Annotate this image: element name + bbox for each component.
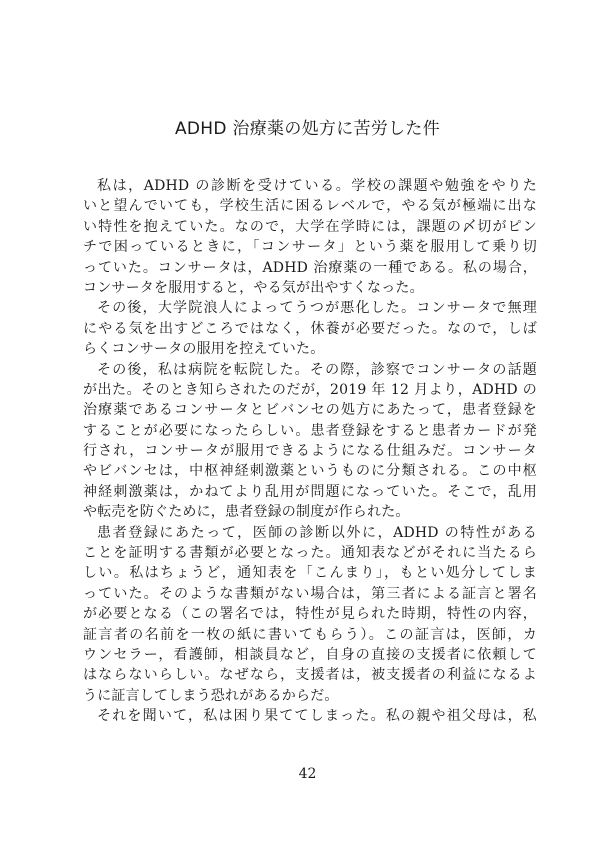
text-line: っていた。コンサータは，ADHD 治療薬の一種である。私の場合， (83, 259, 537, 276)
body-text (83, 176, 537, 727)
text-line: それを聞いて，私は困り果ててしまった。私の親や祖父母は，私 (97, 708, 537, 725)
text-line: が出た。そのとき知らされたのだが，2019 年 12 月より，ADHD の (83, 381, 537, 398)
text-line: その後，私は病院を転院した。その際，診察でコンサータの話題 (97, 361, 537, 378)
text-line: い特性を抱えていた。なので，大学在学時には，課題の〆切がピン (83, 218, 537, 235)
text-line: や転売を防ぐために，患者登録の制度が作られた。 (83, 504, 410, 521)
paragraph-1 (83, 176, 537, 298)
text-line: することが必要になったらしい。患者登録をすると患者カードが発 (83, 422, 537, 439)
text-line: 行され，コンサータが服用できるようになる仕組みだ。コンサータ (83, 443, 537, 460)
text-line: チで困っているときに，「コンサータ」という薬を服用して乗り切 (83, 239, 537, 256)
paragraph-5 (83, 706, 537, 726)
text-line: にやる気を出すどころではなく，休養が必要だった。なので，しば (83, 320, 537, 337)
text-line: はならないらしい。なぜなら，支援者は，被支援者の利益になるよ (83, 667, 537, 684)
text-line: やビバンセは，中枢神経刺激薬というものに分類される。この中枢 (83, 463, 537, 480)
text-line: うに証言してしまう恐れがあるからだ。 (83, 687, 339, 704)
text-line: その後，大学院浪人によってうつが悪化した。コンサータで無理 (97, 300, 537, 317)
text-line: いと望んでいても，学校生活に困るレベルで，やる気が極端に出な (83, 198, 537, 215)
text-line: が必要となる（この署名では，特性が見られた時期，特性の内容， (83, 606, 537, 623)
page-number: 42 (298, 766, 317, 782)
text-line: 治療薬であるコンサータとビバンセの処方にあたって，患者登録を (83, 402, 537, 419)
text-line: コンサータを服用すると，やる気が出やすくなった。 (83, 279, 424, 296)
text-line: っていた。そのような書類がない場合は，第三者による証言と署名 (83, 585, 537, 602)
text-line: らくコンサータの服用を控えていた。 (83, 341, 325, 358)
paragraph-2 (83, 298, 537, 359)
paragraph-3 (83, 360, 537, 523)
text-line: 私は，ADHD の診断を受けている。学校の課題や勉強をやりた (97, 178, 537, 194)
text-line: 証言者の名前を一枚の紙に書いてもらう）。この証言は，医師，カ (83, 626, 537, 643)
text-line: しい。私はちょうど，通知表を「こんまり」，もとい処分してしま (83, 565, 537, 582)
document-title: ADHD 治療薬の処方に苦労した件 (174, 119, 441, 139)
text-line: ウンセラー，看護師，相談員など，自身の直接の支援者に依頼して (83, 646, 537, 663)
text-line: 神経刺激薬は，かねてより乱用が問題になっていた。そこで，乱用 (83, 483, 537, 500)
text-line: ことを証明する書類が必要となった。通知表などがそれに当たるら (83, 545, 537, 562)
paragraph-4 (83, 523, 537, 707)
text-line: 患者登録にあたって，医師の診断以外に，ADHD の特性がある (97, 524, 537, 541)
